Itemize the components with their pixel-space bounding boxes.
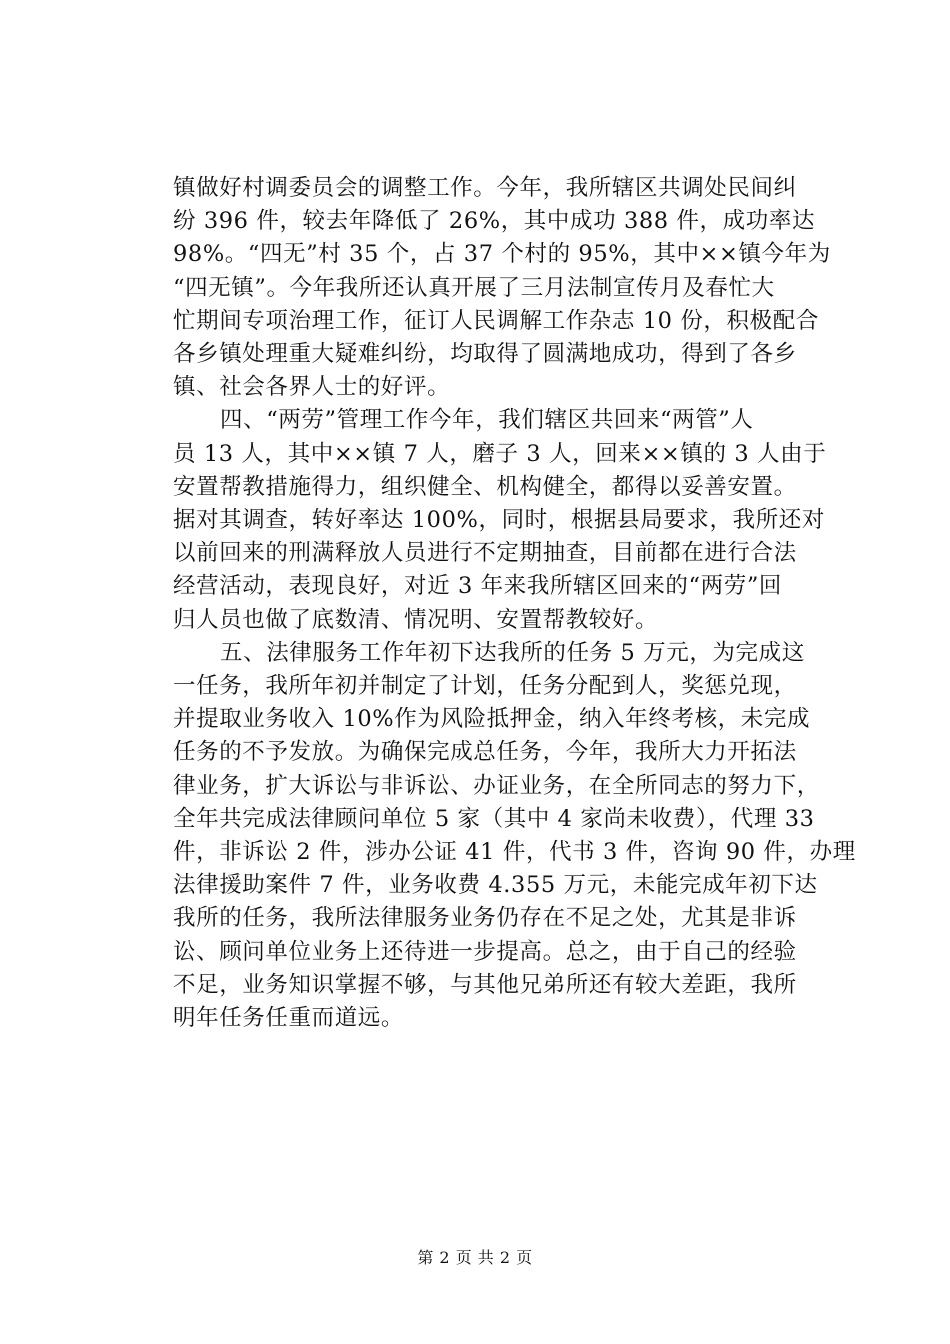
text-line: 归人员也做了底数清、情况明、安置帮教较好。 <box>173 606 659 633</box>
text-line: 法律援助案件 7 件，业务收费 4.355 万元，未能完成年初下达 <box>173 872 818 899</box>
text-line: 各乡镇处理重大疑难纠纷，均取得了圆满地成功，得到了各乡 <box>173 341 797 368</box>
text-line: 任务的不予发放。为确保完成总任务，今年，我所大力开拓法 <box>173 739 797 766</box>
text-line: 据对其调查，转好率达 100%，同时，根据县局要求，我所还对 <box>173 507 825 534</box>
text-line: 纷 396 件，较去年降低了 26%，其中成功 388 件，成功率达 <box>173 208 816 235</box>
text-line: 明年任务任重而道远。 <box>173 1005 405 1032</box>
text-line: 不足，业务知识掌握不够，与其他兄弟所还有较大差距，我所 <box>173 971 797 998</box>
text-line: 一任务，我所年初并制定了计划，任务分配到人，奖惩兑现， <box>173 673 797 700</box>
paragraph-start-line: 五、法律服务工作年初下达我所的任务 5 万元，为完成这 <box>220 639 805 666</box>
text-line: 件，非诉讼 2 件，涉办公证 41 件，代书 3 件，咨询 90 件，办理 <box>173 839 856 866</box>
text-line: 98%。“四无”村 35 个，占 37 个村的 95%，其中××镇今年为 <box>173 241 831 268</box>
text-line: 律业务，扩大诉讼与非诉讼、办证业务，在全所同志的努力下， <box>173 772 820 799</box>
page-footer: 第 2 页 共 2 页 <box>417 1248 533 1267</box>
text-line: 镇、社会各界人士的好评。 <box>173 374 451 401</box>
paragraph-start-line: 四、“两劳”管理工作今年，我们辖区共回来“两管”人 <box>220 407 754 434</box>
text-line: 员 13 人，其中××镇 7 人，磨子 3 人，回来××镇的 3 人由于 <box>173 440 827 467</box>
text-line: 我所的任务，我所法律服务业务仍存在不足之处，尤其是非诉 <box>173 905 797 932</box>
text-line: “四无镇”。今年我所还认真开展了三月法制宣传月及春忙大 <box>173 274 775 301</box>
text-line: 镇做好村调委员会的调整工作。今年，我所辖区共调处民间纠 <box>173 175 797 201</box>
text-line: 讼、顾问单位业务上还待进一步提高。总之，由于自己的经验 <box>173 938 797 965</box>
text-line: 经营活动，表现良好，对近 3 年来我所辖区回来的“两劳”回 <box>173 573 783 600</box>
text-line: 安置帮教措施得力，组织健全、机构健全，都得以妥善安置。 <box>173 473 797 500</box>
text-line: 以前回来的刑满释放人员进行不定期抽查，目前都在进行合法 <box>173 540 797 567</box>
text-line: 全年共完成法律顾问单位 5 家（其中 4 家尚未收费），代理 33 <box>173 805 815 832</box>
text-line: 并提取业务收入 10%作为风险抵押金，纳入年终考核，未完成 <box>173 706 811 733</box>
body-text <box>173 172 856 1035</box>
text-line: 忙期间专项治理工作，征订人民调解工作杂志 10 份，积极配合 <box>173 307 819 334</box>
